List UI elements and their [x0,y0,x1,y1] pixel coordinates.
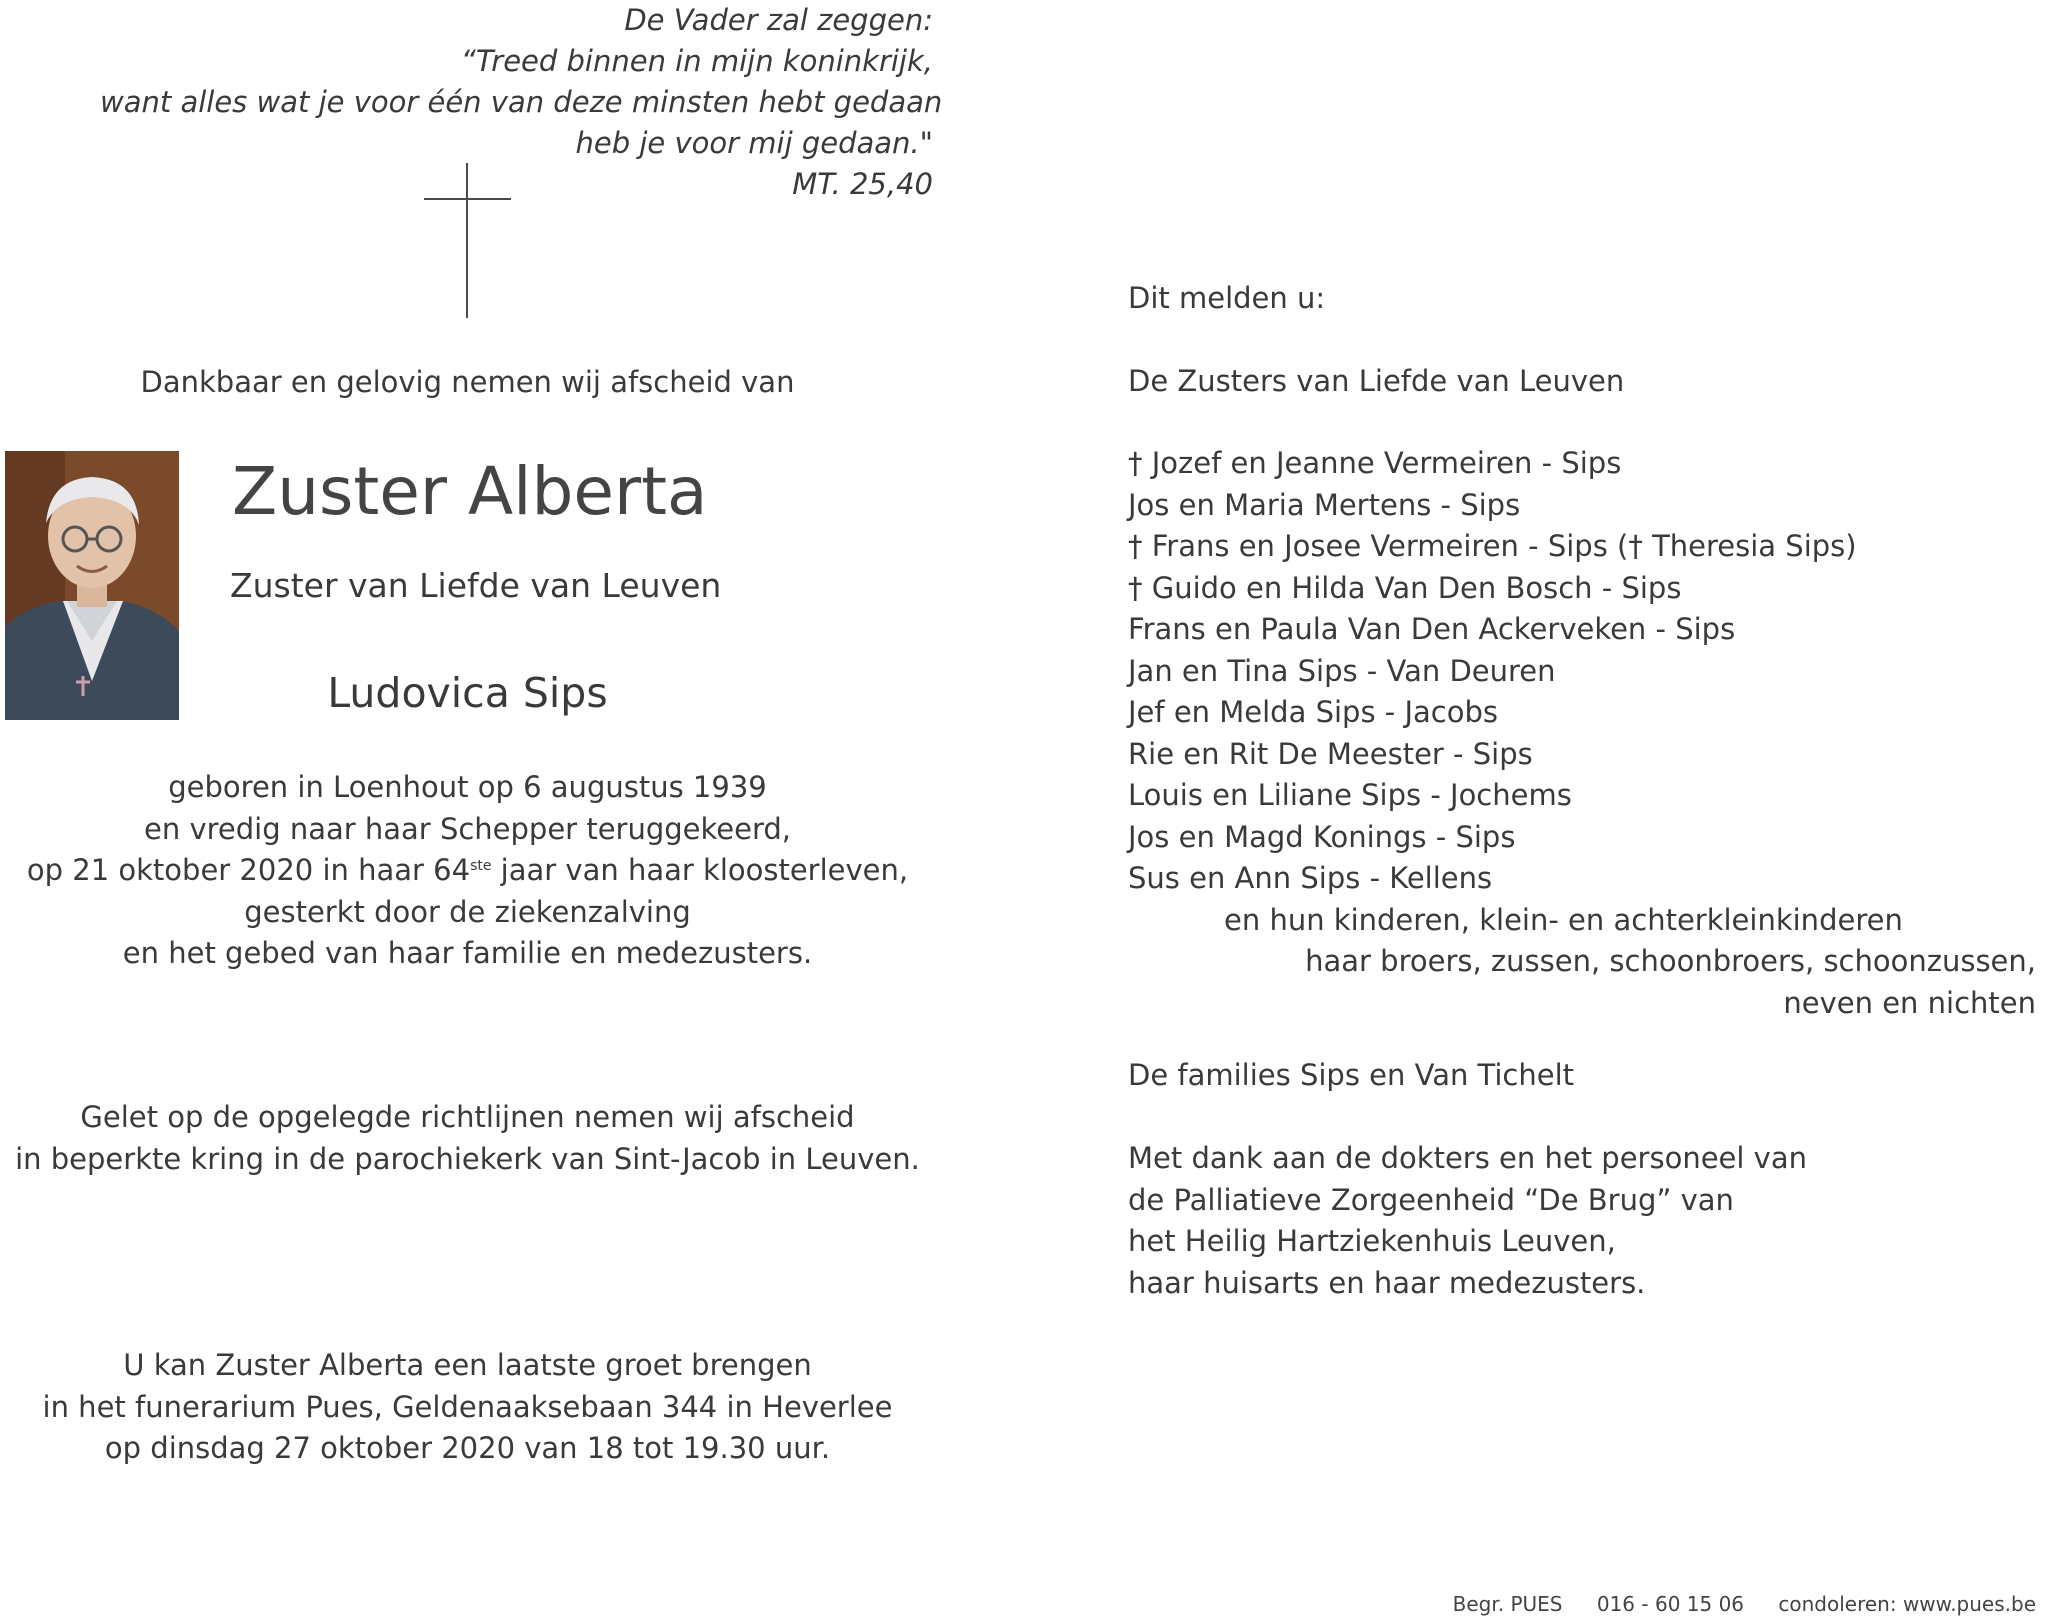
visitation-line: op dinsdag 27 oktober 2020 van 18 tot 19.30 uur. [104,1431,831,1465]
list-item: Sus en Ann Sips - Kellens [1128,861,1493,895]
cross-vertical-bar [466,163,468,318]
thanks-line: Met dank aan de dokters en het personeel van [1128,1141,1807,1175]
list-item: Jef en Melda Sips - Jacobs [1128,695,1498,729]
list-item: Jos en Maria Mertens - Sips [1128,487,1521,522]
bio-ordinal-suffix: ste [470,858,492,874]
bio-line-death [0,850,935,892]
intro-text: Dankbaar en gelovig nemen wij afscheid van [140,365,795,399]
list-item: † Jozef en Jeanne Vermeiren - Sips [1128,446,1622,480]
list-item: Jan en Tina Sips - Van Deuren [1128,653,1556,688]
quote-reference: MT. 25,40 [792,167,933,201]
families-line: De families Sips en Van Tichelt [1128,1058,1575,1092]
bible-quote [100,0,943,205]
announcement-heading: Dit melden u: [1128,281,1326,315]
cross-horizontal-bar [424,198,511,200]
biography [0,767,935,975]
visitation-line: U kan Zuster Alberta een laatste groet brengen [123,1348,812,1382]
deceased-order: Zuster van Liefde van Leuven [230,566,722,605]
list-item: Jos en Magd Konings - Sips [1128,819,1516,854]
thanks-line: de Palliatieve Zorgeenheid “De Brug” van [1128,1182,1734,1217]
thanks-text [1128,1138,1807,1304]
bio-line-anointing: gesterkt door de ziekenzalving [244,894,691,929]
quote-line: heb je voor mij gedaan." [575,126,933,160]
footer-condolences-link[interactable]: condoleren: www.pues.be [1778,1592,2036,1616]
family-list [1128,443,2036,1024]
bio-convent-years: jaar van haar kloosterleven, [491,853,909,887]
visitation-info [0,1345,935,1470]
footer-phone: 016 - 60 15 06 [1596,1592,1745,1616]
family-siblings-line: haar broers, zussen, schoonbroers, schoonzussen, [1305,944,2036,978]
ceremony-line: in beperkte kring in de parochiekerk van Sint-Jacob in Leuven. [15,1141,920,1176]
announcing-organization: De Zusters van Liefde van Leuven [1128,364,1625,398]
list-item: † Guido en Hilda Van Den Bosch - Sips [1128,570,1682,605]
footer [1425,1592,2036,1616]
thanks-line: het Heilig Hartziekenhuis Leuven, [1128,1224,1616,1258]
ceremony-line: Gelet op de opgelegde richtlijnen nemen wij afscheid [80,1100,855,1134]
visitation-line: in het funerarium Pues, Geldenaaksebaan 344 in Heverlee [42,1389,893,1424]
family-nephews-line: neven en nichten [1783,985,2036,1020]
family-children-line: en hun kinderen, klein- en achterkleinkinderen [1224,902,1903,937]
list-item: Louis en Liliane Sips - Jochems [1128,778,1572,812]
list-item: Frans en Paula Van Den Ackerveken - Sips [1128,612,1736,646]
deceased-civil-name: Ludovica Sips [327,669,608,717]
bio-line-birth: geboren in Loenhout op 6 augustus 1939 [168,770,767,804]
list-item: † Frans en Josee Vermeiren - Sips († Theresia Sips) [1128,529,1857,563]
bio-death-date: op 21 oktober 2020 in haar 64 [26,853,471,887]
quote-line: “Treed binnen in mijn koninkrijk, [460,44,933,78]
quote-line: De Vader zal zeggen: [624,3,933,37]
deceased-title-name: Zuster Alberta [232,453,708,530]
footer-undertaker: Begr. PUES [1452,1592,1563,1616]
ceremony-info [0,1097,935,1180]
quote-line: want alles wat je voor één van deze minsten hebt gedaan [100,85,943,119]
bio-line-prayer: en het gebed van haar familie en medezusters. [122,936,813,970]
list-item: Rie en Rit De Meester - Sips [1128,736,1533,771]
thanks-line: haar huisarts en haar medezusters. [1128,1265,1646,1300]
bio-line-return: en vredig naar haar Schepper teruggekeerd, [144,811,791,846]
